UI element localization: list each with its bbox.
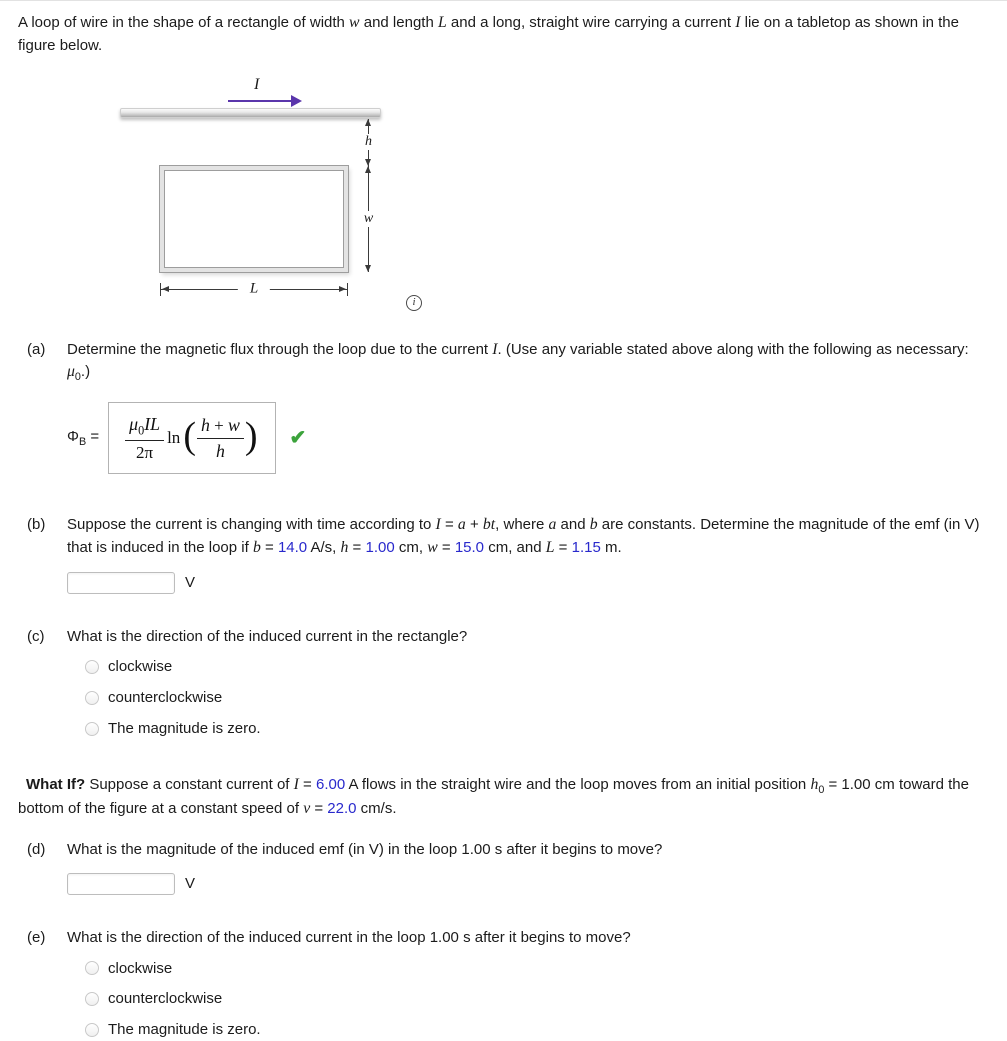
part-d-question: What is the magnitude of the induced emf (in V) in the loop 1.00 s after it begins to move? <box>67 841 663 859</box>
current-arrow-line <box>228 100 291 102</box>
radio-option-label[interactable]: The magnitude is zero. <box>108 719 261 737</box>
part-e <box>27 927 989 949</box>
radio-button[interactable] <box>85 691 99 705</box>
radio-button[interactable] <box>85 992 99 1006</box>
radio-option-label[interactable]: The magnitude is zero. <box>108 1021 261 1039</box>
fraction-numerator: $\mu_0IL$ <box>125 413 164 441</box>
dimension-l <box>160 280 348 297</box>
correct-check-icon: ✔ <box>289 426 307 449</box>
open-paren: ( <box>183 414 196 457</box>
part-c-options <box>85 656 989 739</box>
radio-option-zero <box>85 1019 989 1041</box>
part-e-label: (e) <box>27 928 46 946</box>
radio-button[interactable] <box>85 961 99 975</box>
arrow-up-icon <box>365 119 371 126</box>
radio-button[interactable] <box>85 722 99 736</box>
part-c <box>27 626 989 648</box>
arrow-right-icon <box>339 286 346 292</box>
radio-option-label[interactable]: counterclockwise <box>108 689 223 707</box>
l-label: L <box>238 282 270 297</box>
arrow-down-icon <box>365 159 371 166</box>
info-icon-glyph: i <box>412 295 416 308</box>
part-e-question: What is the direction of the induced current in the loop 1.00 s after it begins to move? <box>67 928 631 946</box>
problem-page <box>18 12 989 1041</box>
straight-wire <box>120 108 381 118</box>
part-b-answer-row <box>67 572 989 594</box>
radio-button[interactable] <box>85 1023 99 1037</box>
dimension-h <box>365 119 372 166</box>
radio-option-counterclockwise <box>85 687 989 709</box>
fraction-numerator: h + w <box>197 414 244 438</box>
radio-option-counterclockwise <box>85 988 989 1010</box>
current-label: I <box>254 75 260 93</box>
part-a <box>27 339 989 386</box>
info-icon[interactable] <box>406 295 422 311</box>
part-a-answer-row <box>67 402 989 474</box>
radio-option-label[interactable]: clockwise <box>108 959 173 977</box>
dimension-l-right-tick <box>347 283 348 296</box>
arrow-down-icon <box>365 265 371 272</box>
part-b-unit-label: V <box>185 573 196 591</box>
radio-option-label[interactable]: counterclockwise <box>108 990 223 1008</box>
flux-lhs: $\Phi_B$ = <box>67 427 100 448</box>
part-a-question: Determine the magnetic flux through the loop due to the current I. (Use any variable stated above along with the following as necessary: $\mu_0$.) <box>67 340 969 384</box>
radio-option-clockwise <box>85 958 989 980</box>
dimension-w <box>363 166 374 272</box>
fraction-mu0IL-over-2pi <box>125 413 164 463</box>
w-label: w <box>363 210 374 226</box>
part-d-answer-row <box>67 873 989 895</box>
what-if-paragraph: What If? Suppose a constant current of I = 6.00 A flows in the straight wire and the loop moves from an initial position $h_0 = 1.00$ cm toward the bottom of the figure at a constant speed of v = 22.0 cm/s. <box>18 775 969 818</box>
current-arrow-icon <box>228 95 302 107</box>
close-paren: ) <box>244 414 258 457</box>
ln-label: ln <box>167 427 181 447</box>
part-c-label: (c) <box>27 627 45 645</box>
part-b-answer-input[interactable] <box>67 572 175 594</box>
part-d <box>27 839 989 861</box>
fraction-denominator: 2π <box>136 442 154 462</box>
part-d-unit-label: V <box>185 874 196 892</box>
part-b-label: (b) <box>27 515 46 533</box>
part-b-question: Suppose the current is changing with time according to I = a + bt, where a and b are constants. Determine the magnitude of the emf (in V) that is induced in the loop if b = 14.0 A/s, h = 1.00 cm, w = 15.0 cm, and L = 1.15 m. <box>67 515 980 556</box>
h-label: h <box>365 134 372 150</box>
figure <box>118 67 558 319</box>
part-a-label: (a) <box>27 340 46 358</box>
arrow-left-icon <box>162 286 169 292</box>
problem-intro: A loop of wire in the shape of a rectangle of width w and length L and a long, straight wire carrying a current I lie on a tabletop as shown in the figure below. <box>18 14 959 54</box>
part-d-label: (d) <box>27 841 46 859</box>
part-d-answer-input[interactable] <box>67 873 175 895</box>
arrow-up-icon <box>365 166 371 173</box>
loop-rectangle <box>160 166 348 272</box>
radio-option-clockwise <box>85 656 989 678</box>
part-b <box>27 514 989 560</box>
fraction-hw-over-h <box>197 414 244 462</box>
radio-button[interactable] <box>85 660 99 674</box>
flux-formula-box <box>108 402 275 474</box>
radio-option-zero <box>85 718 989 740</box>
part-e-options <box>85 958 989 1041</box>
part-c-question: What is the direction of the induced current in the rectangle? <box>67 627 468 645</box>
fraction-denominator: h <box>215 440 225 461</box>
current-arrow-head <box>291 95 302 107</box>
radio-option-label[interactable]: clockwise <box>108 658 173 676</box>
